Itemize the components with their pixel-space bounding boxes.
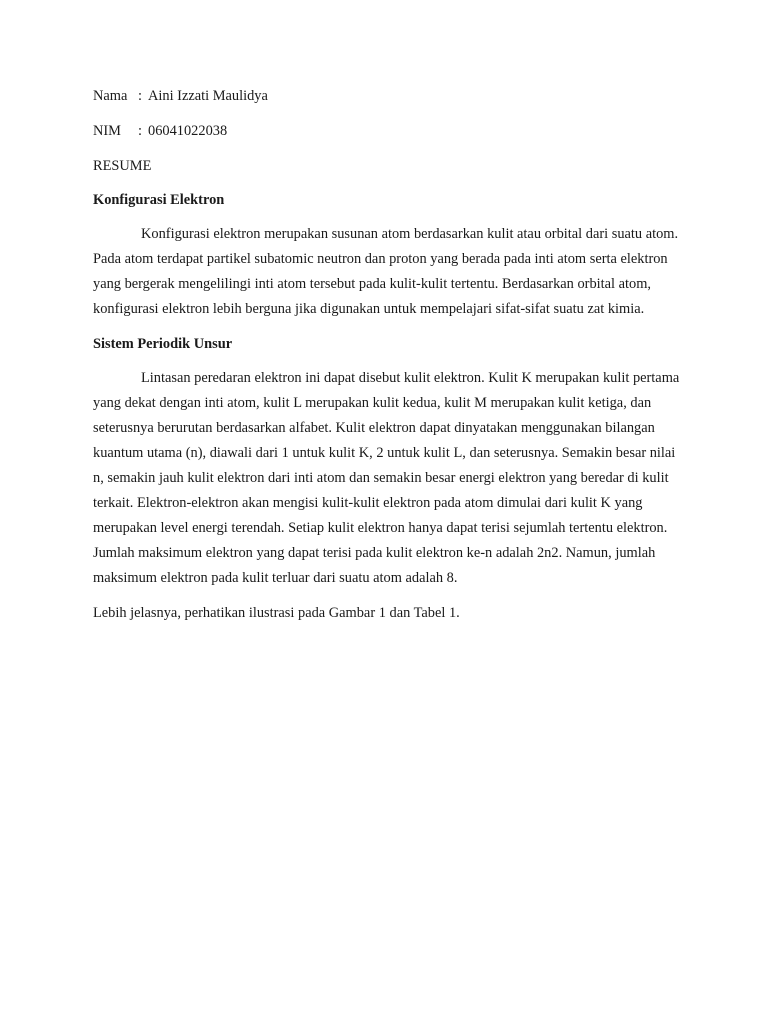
section-heading-konfigurasi: Konfigurasi Elektron — [93, 192, 225, 208]
resume-title: RESUME — [93, 158, 152, 174]
nim-row — [93, 119, 693, 143]
name-value: Aini Izzati Maulidya — [148, 88, 268, 104]
section-paragraph-konfigurasi: Konfigurasi elektron merupakan susunan atom berdasarkan kulit atau orbital dari suatu atom. Pada atom terdapat partikel subatomic neutron dan proton yang berada pada inti atom serta elektron yang bergerak mengelilingi inti atom tersebut pada kulit-kulit tertentu. Berdasarkan orbital atom, konfigurasi elektron lebih berguna jika digunakan untuk mempelajari sifat-sifat suatu zat kimia. — [93, 226, 679, 317]
name-row — [93, 84, 693, 108]
closing-paragraph: Lebih jelasnya, perhatikan ilustrasi pada Gambar 1 dan Tabel 1. — [93, 605, 460, 621]
name-label: Nama — [93, 88, 128, 104]
name-separator: : — [138, 88, 142, 104]
section-paragraph-sistem-periodik: Lintasan peredaran elektron ini dapat disebut kulit elektron. Kulit K merupakan kulit pertama yang dekat dengan inti atom, kulit L merupakan kulit kedua, kulit M merupakan kulit ketiga, dan seterusnya berurutan berdasarkan alfabet. Kulit elektron dapat dinyatakan menggunakan bilangan kuantum utama (n), diawali dari 1 untuk kulit K, 2 untuk kulit L, dan seterusnya. Semakin besar nilai n, semakin jauh kulit elektron dari inti atom dan semakin besar energi elektron yang beredar di kulit terkait. Elektron-elektron akan mengisi kulit-kulit elektron pada atom dimulai dari kulit K yang merupakan level energi terendah. Setiap kulit elektron hanya dapat terisi sejumlah tertentu elektron. Jumlah maksimum elektron yang dapat terisi pada kulit elektron ke-n adalah 2n2. Namun, jumlah maksimum elektron pada kulit terluar dari suatu atom adalah 8. — [93, 370, 680, 586]
document-page — [93, 84, 693, 636]
section-heading-sistem-periodik: Sistem Periodik Unsur — [93, 336, 233, 352]
nim-value: 06041022038 — [148, 123, 228, 139]
nim-label: NIM — [93, 123, 121, 139]
nim-separator: : — [138, 123, 142, 139]
